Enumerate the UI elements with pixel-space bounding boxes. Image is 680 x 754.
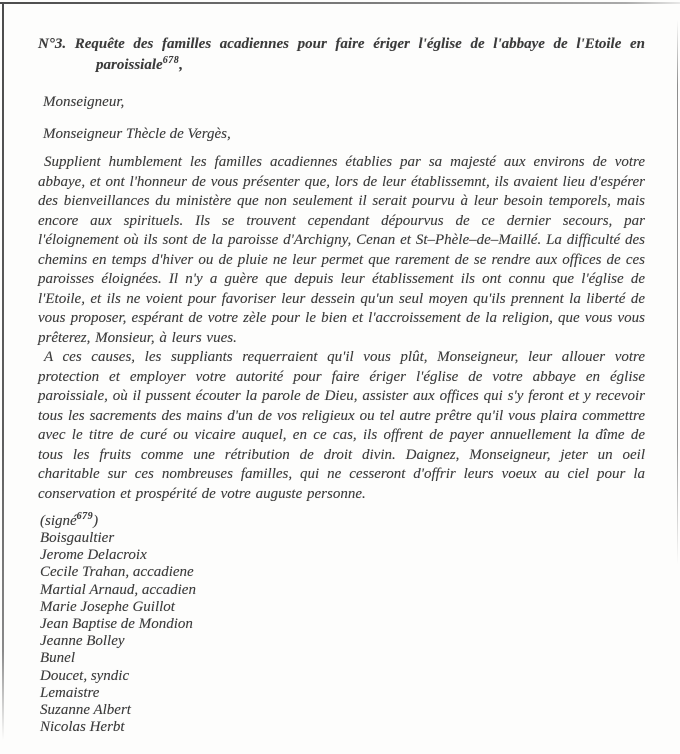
document-number: N°3. — [38, 36, 67, 52]
signed-open: (signé — [40, 513, 77, 529]
signed-close: ) — [93, 513, 99, 529]
signature-name: Bunel — [40, 650, 75, 667]
signature-name: Suzanne Albert — [40, 702, 131, 719]
document-title-text: Requête des familles acadiennes pour faire ériger l'église de l'abbaye de l'Etoile en paroissiale — [74, 36, 645, 73]
document-title-suffix: , — [179, 57, 183, 73]
footnote-ref-678: 678 — [162, 55, 180, 66]
petition-paragraph-1: Supplient humblement les familles acadiennes établies par sa majesté aux environs de votre abbaye, et ont l'honneur de vous présenter que, lors de leur établissemnt, ils avaient lieu d'espérer des bienveillances du ministère que non seulement il serait pourvu à leur besoin temporels, mais encore aux spirituels. Ils se trouvent cependant dépourvus de ce dernier secours, par l'éloignement où ils sont de la paroisse d'Archigny, Cenan et St–Phèle–de–Maillé. La difficulté des chemins en temps d'hiver ou de pluie ne leur permet que rarement de se rendre aux offices de ces paroisses éloignées. Il n'y a guère que depuis leur établissement ils ont connu que l'église de l'Etoile, et ils ne voient pour favoriser leur dessein qu'un seul moyen qu'ils prennent la liberté de vous proposer, espérant de votre zèle pour le bien et l'accroissement de la religion, que vous vous prêterez, Monsieur, à leurs vues. — [38, 154, 645, 346]
signature-name: Boisgaultier — [40, 530, 115, 546]
signature-name: Jerome Delacroix — [40, 547, 147, 564]
signature-name: Martial Arnaud, accadien — [40, 581, 196, 598]
signature-name: Doucet, syndic — [40, 667, 130, 684]
salutation-addressee: Monseigneur Thècle de Vergès, — [43, 126, 231, 142]
scan-edge-top — [0, 2, 680, 4]
petition-paragraph-2: A ces causes, les suppliants requerraient qu'il vous plût, Monseigneur, leur allouer votre protection et employer votre autorité pour faire ériger l'église de votre abbaye en église paroissiale, où il pussent écouter la parole de Dieu, assister aux offices qui s'y feront et y recevoir tous les sacrements des mains d'un de vos religieux ou tel autre prêtre qu'il vous plaira commettre avec le titre de curé ou vicaire auquel, en ce cas, ils offrent de payer annuellement la dîme de tous les fruits comme une rétribution de droit divin. Daignez, Monseigneur, jeter un oeil charitable sur ces nombreuses familles, qui ne cesseront d'offrir leurs voeux au ciel pour la conservation et prospérité de votre auguste personne. — [38, 349, 645, 502]
signature-name: Jeanne Bolley — [40, 633, 125, 650]
scan-edge-right — [677, 20, 679, 565]
salutation-monseigneur: Monseigneur, — [43, 94, 125, 110]
signature-name: Cecile Trahan, accadiene — [40, 564, 194, 581]
signature-name: Lemaistre — [40, 684, 100, 701]
footnote-ref-679: 679 — [76, 511, 94, 522]
signature-name: Jean Baptise de Mondion — [40, 616, 193, 633]
document-title — [38, 34, 645, 76]
scan-edge-left — [2, 2, 4, 740]
signature-list — [38, 530, 645, 736]
signature-name: Nicolas Herbt — [40, 719, 125, 736]
signed-label — [38, 513, 645, 530]
document-content — [38, 30, 645, 736]
signature-name: Marie Josephe Guillot — [40, 598, 175, 615]
